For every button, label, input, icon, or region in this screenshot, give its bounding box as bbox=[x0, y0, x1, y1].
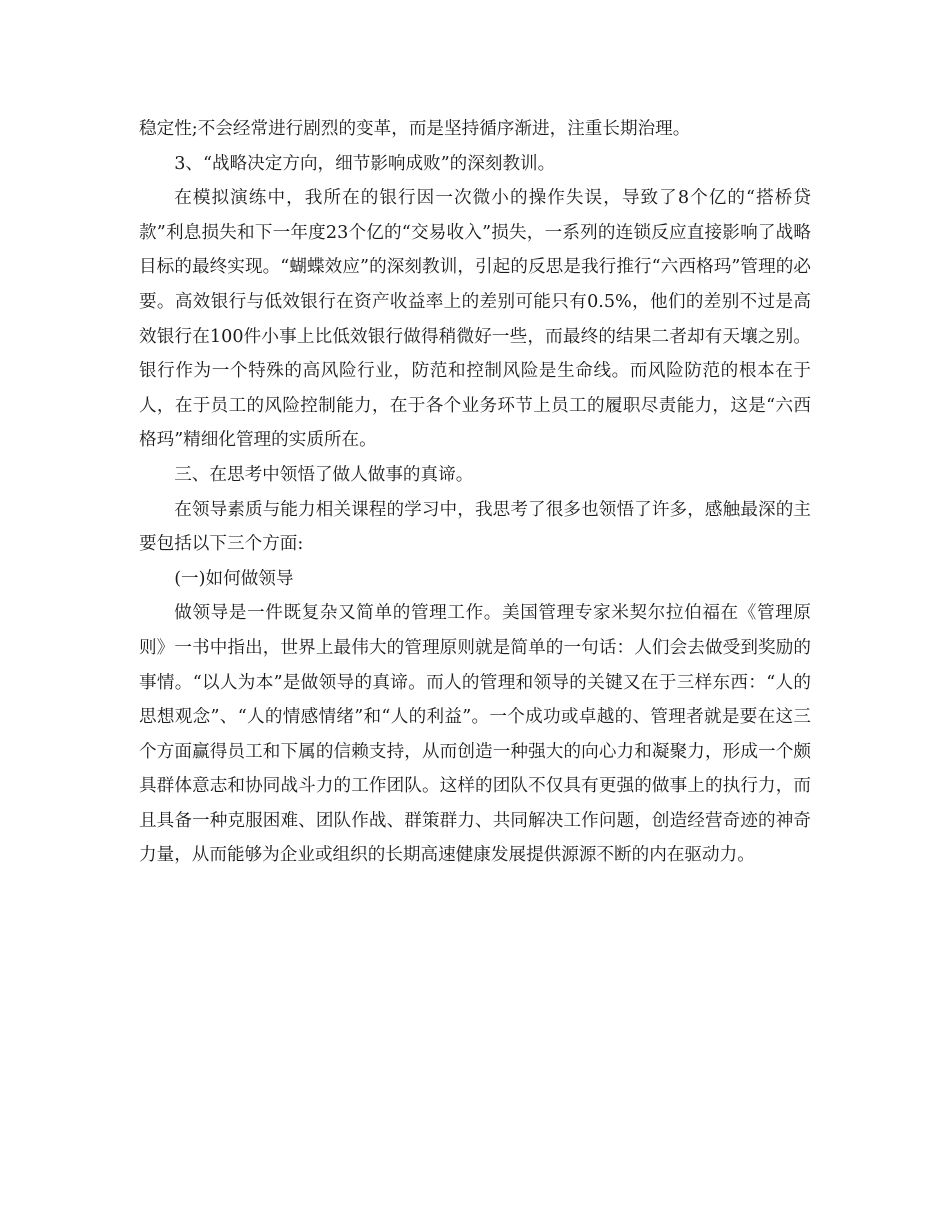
paragraph-heading-lesson-3: 3、“战略决定方向，细节影响成败”的深刻教训。 bbox=[174, 153, 556, 174]
document-body bbox=[139, 112, 811, 873]
subheading-how-to-lead: (一)如何做领导 bbox=[174, 568, 294, 589]
paragraph-simulation-lesson: 在模拟演练中，我所在的银行因一次微小的操作失误，导致了8个亿的“搭桥贷款”利息损失和下一年度23个亿的“交易收入”损失，一系列的连锁反应直接影响了战略目标的最终实现。“蝴蝶效应”的深刻教训，引起的反思是我行推行“六西格玛”管理的必要。高效银行与低效银行在资产收益率上的差别可能只有0.5%，他们的差别不过是高效银行在100件小事上比低效银行做得稍微好一些，而最终的结果二者却有天壤之别。银行作为一个特殊的高风险行业，防范和控制风险是生命线。而风险防范的根本在于人，在于员工的风险控制能力，在于各个业务环节上员工的履职尽责能力，这是“六西格玛”精细化管理的实质所在。 bbox=[139, 188, 811, 451]
paragraph-how-to-lead: 做领导是一件既复杂又简单的管理工作。美国管理专家米契尔拉伯福在《管理原则》一书中指出，世界上最伟大的管理原则就是简单的一句话：人们会去做受到奖励的事情。“以人为本”是做领导的真谛。而人的管理和领导的关键又在于三样东西：“人的思想观念”、“人的情感情绪”和“人的利益”。一个成功或卓越的、管理者就是要在这三个方面赢得员工和下属的信赖支持，从而创造一种强大的向心力和凝聚力，形成一个颇具群体意志和协同战斗力的工作团队。这样的团队不仅具有更强的做事上的执行力，而且具备一种克服困难、团队作战、群策群力、共同解决工作问题，创造经营奇迹的神奇力量，从而能够为企业或组织的长期高速健康发展提供源源不断的内在驱动力。 bbox=[139, 603, 811, 866]
paragraph-leadership-intro: 在领导素质与能力相关课程的学习中，我思考了很多也领悟了许多，感触最深的主要包括以下三个方面: bbox=[139, 499, 811, 555]
section-heading-3: 三、在思考中领悟了做人做事的真谛。 bbox=[174, 464, 474, 485]
paragraph-continuation: 稳定性;不会经常进行剧烈的变革，而是坚持循序渐进，注重长期治理。 bbox=[139, 119, 691, 139]
